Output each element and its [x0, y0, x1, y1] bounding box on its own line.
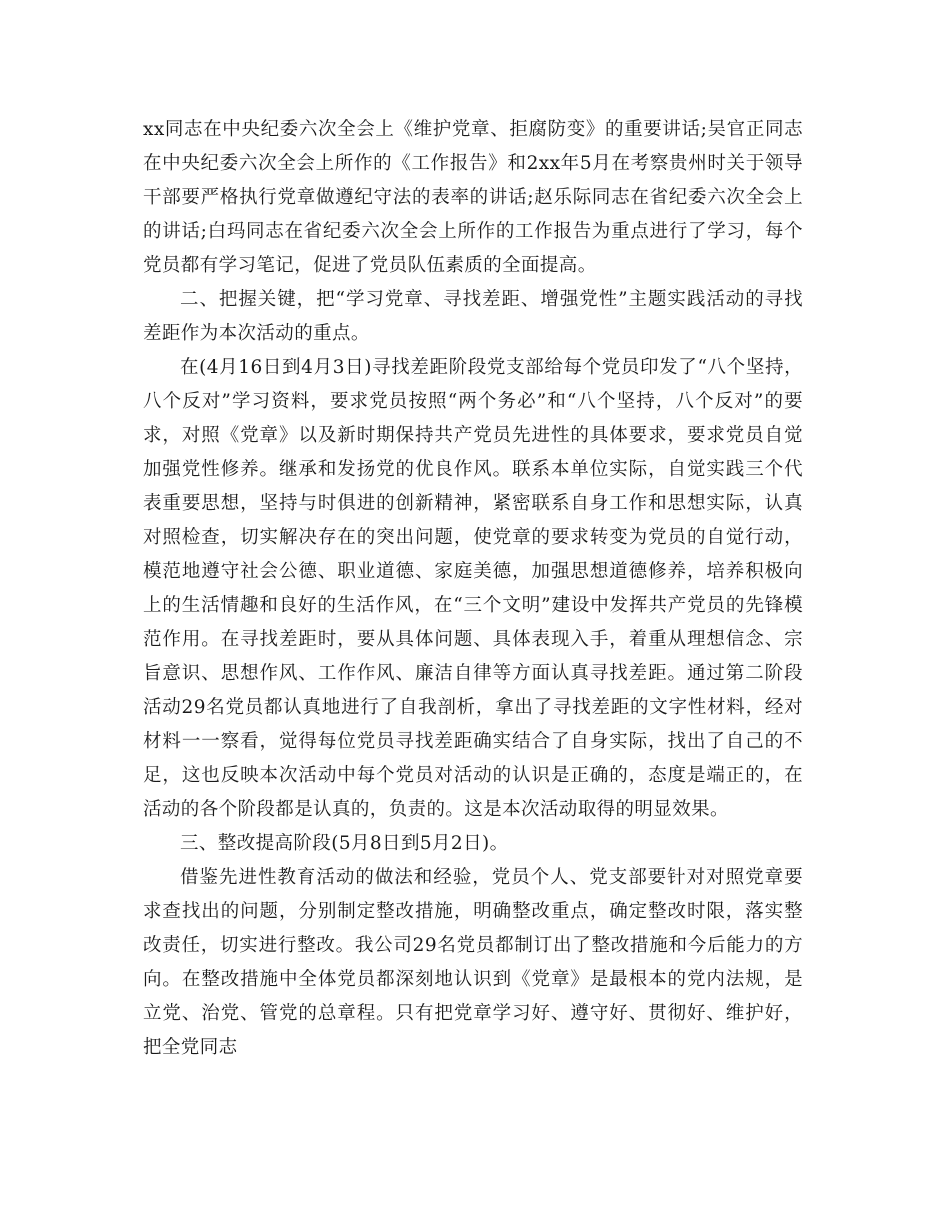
paragraph-study-notes: xx同志在中央纪委六次全会上《维护党章、拒腐防变》的重要讲话;吴官正同志在中央纪委六次全会上所作的《工作报告》和2xx年5月在考察贵州时关于领导干部要严格执行党章做遵纪守法的表率的讲话;赵乐际同志在省纪委六次全会上的讲话;白玛同志在省纪委六次全会上所作的工作报告为重点进行了学习，每个党员都有学习笔记，促进了党员队伍素质的全面提高。 — [143, 119, 803, 276]
document-body — [143, 113, 803, 1065]
paragraph-section-two-heading: 二、把握关键，把“学习党章、寻找差距、增强党性”主题实践活动的寻找差距作为本次活动的重点。 — [143, 289, 803, 344]
paragraph-rectification: 借鉴先进性教育活动的做法和经验，党员个人、党支部要针对对照党章要求查找出的问题，分别制定整改措施，明确整改重点，确定整改时限，落实整改责任，切实进行整改。我公司29名党员都制订出了整改措施和今后能力的方向。在整改措施中全体党员都深刻地认识到《党章》是最根本的党内法规，是立党、治党、管党的总章程。只有把党章学习好、遵守好、贯彻好、维护好，把全党同志 — [143, 867, 803, 1058]
paragraph-finding-gaps: 在(4月16日到4月3日)寻找差距阶段党支部给每个党员印发了“八个坚持，八个反对”学习资料，要求党员按照“两个务必”和“八个坚持，八个反对”的要求，对照《党章》以及新时期保持共产党员先进性的具体要求，要求党员自觉加强党性修养。继承和发扬党的优良作风。联系本单位实际，自觉实践三个代表重要思想，坚持与时俱进的创新精神，紧密联系自身工作和思想实际，认真对照检查，切实解决存在的突出问题，使党章的要求转变为党员的自觉行动，模范地遵守社会公德、职业道德、家庭美德，加强思想道德修养，培养积极向上的生活情趣和良好的生活作风，在“三个文明”建设中发挥共产党员的先锋模范作用。在寻找差距时，要从具体问题、具体表现入手，着重从理想信念、宗旨意识、思想作风、工作作风、廉洁自律等方面认真寻找差距。通过第二阶段活动29名党员都认真地进行了自我剖析，拿出了寻找差距的文字性材料，经对材料一一察看，觉得每位党员寻找差距确实结合了自身实际，找出了自己的不足，这也反映本次活动中每个党员对活动的认识是正确的，态度是端正的，在活动的各个阶段都是认真的，负责的。这是本次活动取得的明显效果。 — [143, 357, 803, 820]
paragraph-section-three-heading: 三、整改提高阶段(5月8日到5月2日)。 — [180, 833, 509, 854]
